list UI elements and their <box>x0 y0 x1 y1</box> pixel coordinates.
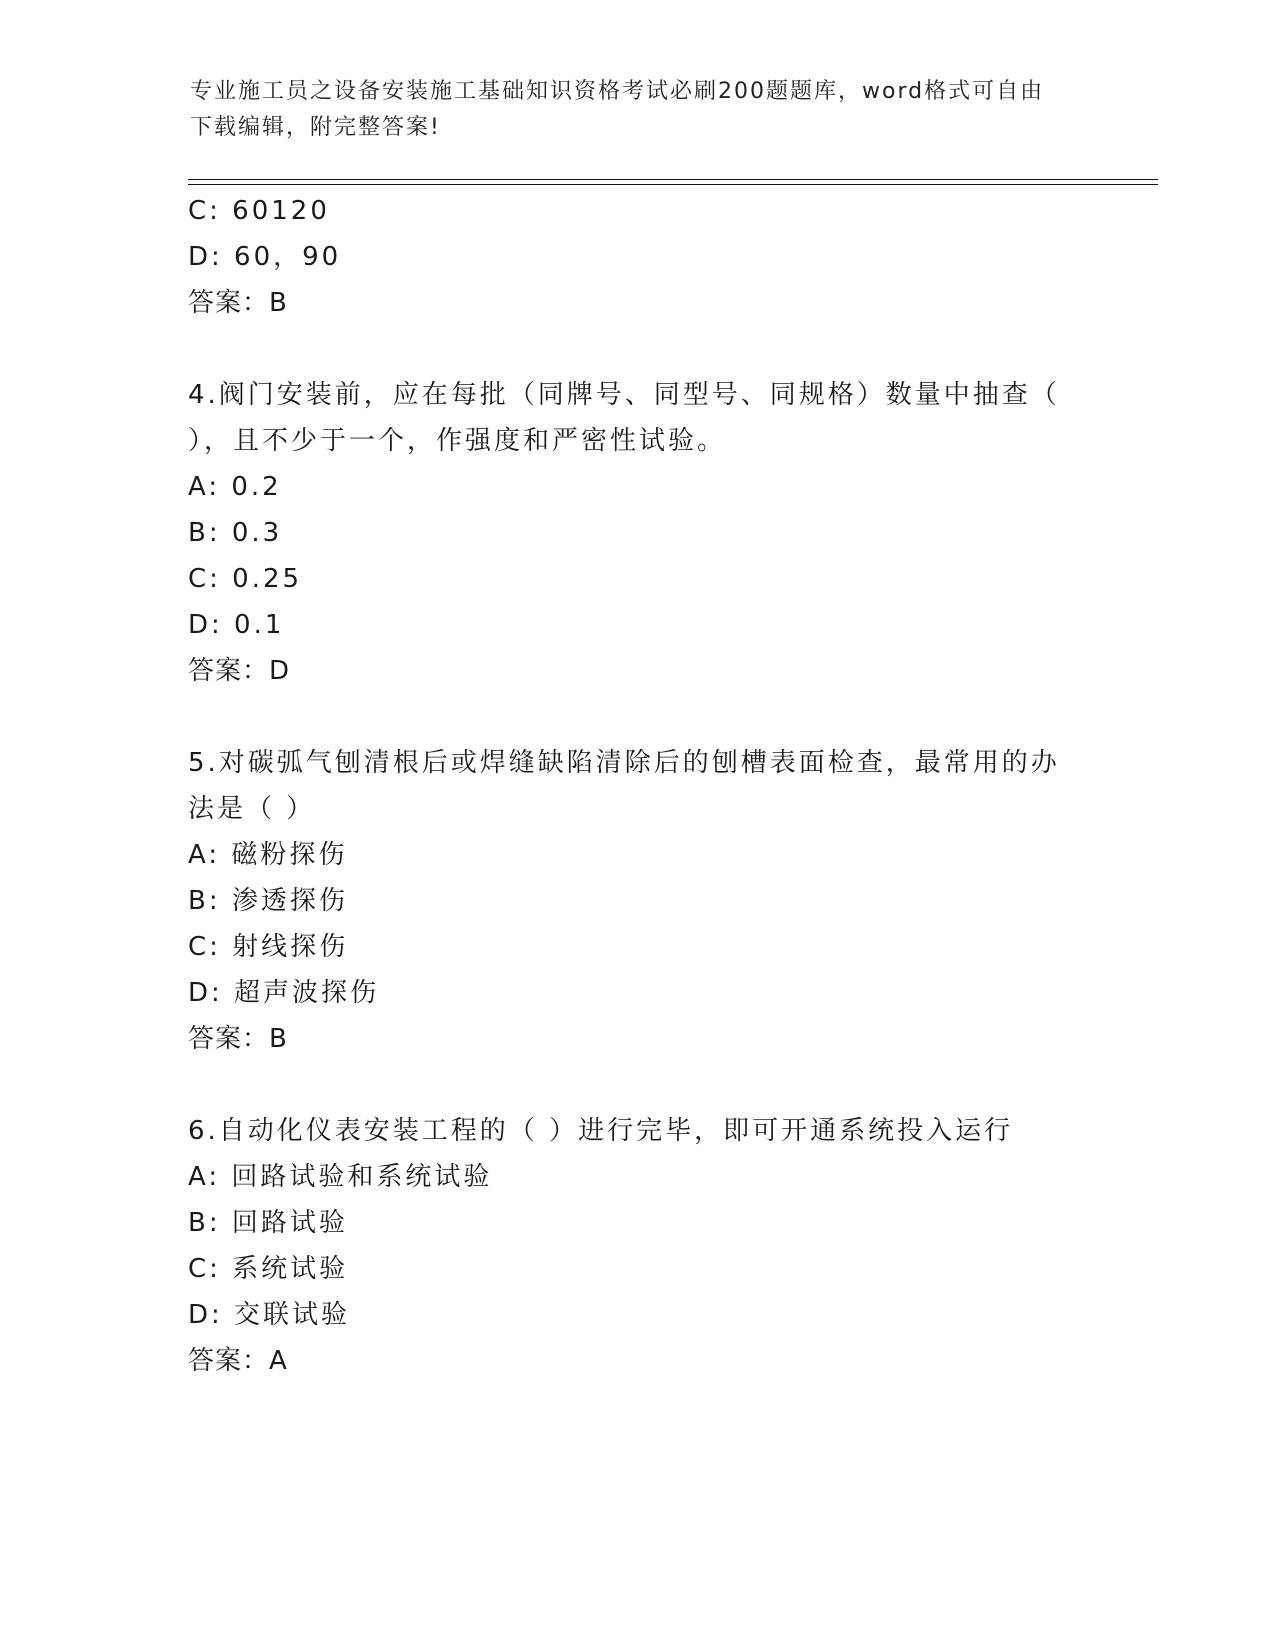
answer-line: 答案：A <box>188 1346 288 1376</box>
option-b: B: 回路试验 <box>188 1208 348 1238</box>
question-stem-continued: ），且不少于一个，作强度和严密性试验。 <box>188 426 727 456</box>
question-stem-continued: 法是（ ） <box>188 794 316 824</box>
question-5 <box>188 740 1088 1062</box>
option-d: D: 交联试验 <box>188 1300 351 1330</box>
option-d: D: 0.1 <box>188 610 285 640</box>
option-a: A: 磁粉探伤 <box>188 840 348 870</box>
question-stem: 4.阀门安装前，应在每批（同牌号、同型号、同规格）数量中抽查（ <box>188 380 1060 410</box>
option-c: C: 60120 <box>188 196 330 226</box>
option-c: C: 0.25 <box>188 564 303 594</box>
answer-line: 答案：D <box>188 656 291 686</box>
header-divider-bottom <box>188 184 1158 185</box>
header-title-line-2: 下载编辑，附完整答案! <box>190 115 441 140</box>
question-4 <box>188 372 1088 694</box>
question-stem: 5.对碳弧气刨清根后或焊缝缺陷清除后的刨槽表面检查，最常用的办 <box>188 748 1060 778</box>
spacer <box>188 694 1088 740</box>
option-c: C: 系统试验 <box>188 1254 349 1284</box>
question-3-tail <box>188 188 1088 326</box>
option-d: D: 超声波探伤 <box>188 978 380 1008</box>
question-6 <box>188 1108 1088 1384</box>
option-d: D: 60，90 <box>188 242 342 272</box>
header-title-line-1: 专业施工员之设备安装施工基础知识资格考试必刷200题题库，word格式可自由 <box>190 79 1045 104</box>
document-header <box>190 74 1090 146</box>
header-divider-top <box>188 179 1158 180</box>
option-b: B: 渗透探伤 <box>188 886 348 916</box>
question-stem: 6.自动化仪表安装工程的（ ）进行完毕，即可开通系统投入运行 <box>188 1116 1014 1146</box>
spacer <box>188 1062 1088 1108</box>
spacer <box>188 326 1088 372</box>
option-b: B: 0.3 <box>188 518 283 548</box>
answer-line: 答案：B <box>188 288 288 318</box>
question-content <box>188 188 1088 1384</box>
option-c: C: 射线探伤 <box>188 932 349 962</box>
answer-line: 答案：B <box>188 1024 288 1054</box>
option-a: A: 回路试验和系统试验 <box>188 1162 493 1192</box>
option-a: A: 0.2 <box>188 472 282 502</box>
